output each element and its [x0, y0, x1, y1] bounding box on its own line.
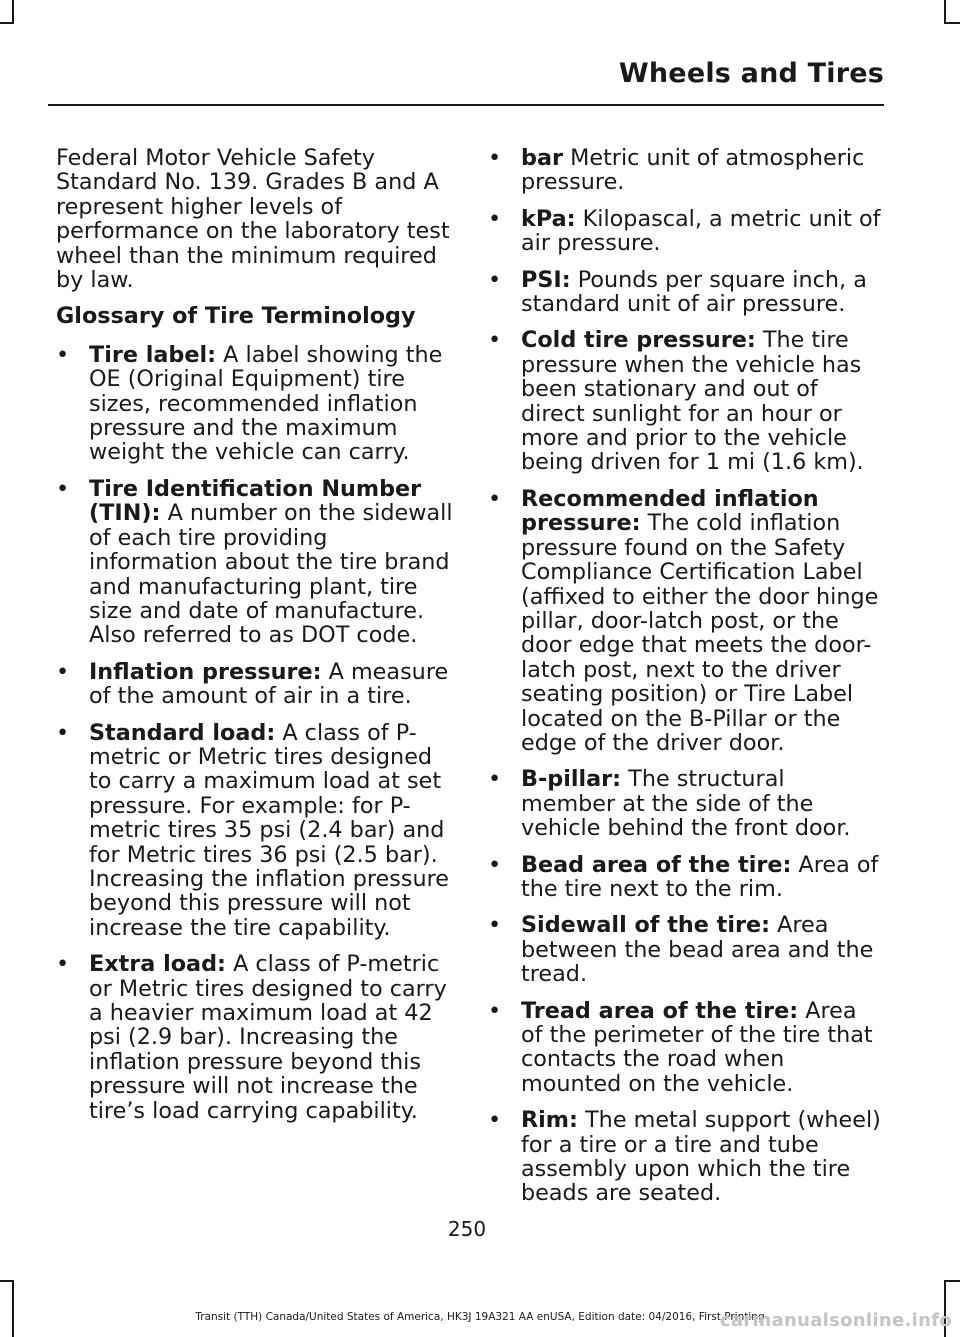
glossary-item — [56, 343, 454, 465]
glossary-term: Recommended inflation pressure: — [521, 485, 819, 537]
crop-mark-top-left — [12, 0, 14, 22]
glossary-term: Sidewall of the tire: — [521, 912, 771, 939]
bullet-marker: • — [488, 912, 502, 939]
glossary-item — [488, 146, 882, 195]
bullet-marker: • — [56, 951, 70, 978]
crop-mark-bottom-left-h — [0, 1280, 14, 1282]
left-column — [56, 146, 454, 1135]
glossary-term: Tire Identification Number (TIN): — [89, 475, 422, 527]
glossary-item — [56, 477, 454, 648]
glossary-item — [488, 853, 882, 902]
glossary-term: Cold tire pressure: — [521, 327, 756, 354]
glossary-definition: The tire pressure when the vehicle has been stationary and out of direct sunlight for an hour or more and prior to the vehicle being driven for 1 mi (1.6 km). — [521, 327, 864, 476]
glossary-definition: A number on the sidewall of each tire providing information about the tire brand and manufacturing plant, tire size and date of manufacture. Also referred to as DOT code. — [89, 500, 453, 649]
bullet-marker: • — [488, 485, 502, 512]
glossary-item — [488, 328, 882, 474]
crop-mark-bottom-left — [12, 1280, 14, 1337]
glossary-list-left — [56, 343, 454, 1123]
glossary-definition: Area of the perimeter of the tire that contacts the road when mounted on the vehicle. — [521, 997, 873, 1097]
glossary-item — [488, 913, 882, 986]
glossary-item — [56, 721, 454, 941]
glossary-definition: Pounds per square inch, a standard unit of air pressure. — [521, 266, 867, 318]
glossary-item — [488, 999, 882, 1097]
bullet-marker: • — [56, 658, 70, 685]
header-divider — [48, 104, 884, 106]
glossary-term: Tread area of the tire: — [521, 997, 799, 1024]
glossary-definition: A label showing the OE (Original Equipment) tire sizes, recommended inflation pressure and the maximum weight the vehicle can carry. — [89, 341, 443, 466]
crop-mark-top-left-h — [0, 22, 14, 24]
glossary-term: Tire label: — [89, 341, 217, 368]
glossary-item — [488, 487, 882, 755]
glossary-definition: The cold inflation pressure found on the Safety Compliance Certification Label (affixed to either the door hinge pillar, door-latch post, or the door edge that meets the door-latch post, next to the driver seating position) or Tire Label located on the B-Pillar or the edge of the driver door. — [521, 510, 879, 756]
crop-mark-bottom-right-h — [944, 1280, 960, 1282]
glossary-term: B-pillar: — [521, 766, 622, 793]
glossary-item — [488, 268, 882, 317]
bullet-marker: • — [488, 851, 502, 878]
glossary-item — [56, 660, 454, 709]
glossary-definition: The structural member at the side of the vehicle behind the front door. — [521, 766, 851, 842]
bullet-marker: • — [488, 1107, 502, 1134]
bullet-marker: • — [56, 341, 70, 368]
glossary-item — [56, 952, 454, 1123]
footer-edition-info: Transit (TTH) Canada/United States of America, HK3J 19A321 AA enUSA, Edition date: 04/2016, First Printing — [195, 1311, 765, 1323]
right-column — [488, 146, 882, 1218]
section-title: Wheels and Tires — [618, 58, 884, 89]
glossary-term: Inflation pressure: — [89, 658, 322, 685]
glossary-term: Rim: — [521, 1107, 578, 1134]
bullet-marker: • — [488, 145, 502, 171]
glossary-term: Bead area of the tire: — [521, 851, 792, 878]
glossary-item — [488, 207, 882, 256]
glossary-definition: A measure of the amount of air in a tire. — [89, 658, 449, 710]
glossary-definition: Metric unit of atmospheric pressure. — [521, 145, 865, 196]
watermark-logo: carmanualsonline.info — [719, 1310, 952, 1331]
glossary-definition: Area between the bead area and the tread. — [521, 912, 874, 988]
page-number: 250 — [447, 1217, 487, 1241]
bullet-marker: • — [56, 719, 70, 746]
intro-paragraph: Federal Motor Vehicle Safety Standard No. 139. Grades B and A represent higher levels of performance on the laboratory test wheel than the minimum required by law. — [56, 145, 450, 294]
glossary-term: PSI: — [521, 266, 571, 293]
glossary-heading: Glossary of Tire Terminology — [56, 303, 416, 330]
bullet-marker: • — [488, 997, 502, 1024]
crop-mark-top-right — [944, 0, 946, 22]
glossary-list-right — [488, 146, 882, 1206]
glossary-definition: A class of P-metric or Metric tires designed to carry a maximum load at set pressure. For example: for P-metric tires 35 psi (2.4 bar) and for Metric tires 36 psi (2.5 bar). Increasing the inflation pressure beyond this pressure will not increase the tire capability. — [89, 719, 450, 941]
glossary-item — [488, 1108, 882, 1206]
bullet-marker: • — [488, 766, 502, 793]
glossary-definition: Kilopascal, a metric unit of air pressure. — [521, 205, 881, 257]
glossary-term: bar — [521, 145, 564, 171]
glossary-term: Standard load: — [89, 719, 276, 746]
glossary-definition: Area of the tire next to the rim. — [521, 851, 879, 902]
glossary-term: Extra load: — [89, 951, 226, 978]
glossary-term: kPa: — [521, 205, 576, 232]
bullet-marker: • — [488, 266, 502, 293]
glossary-definition: A class of P-metric or Metric tires designed to carry a heavier maximum load at 42 psi (2.9 bar). Increasing the inflation pressure beyond this pressure will not increase the tire’s load carrying capability. — [89, 951, 447, 1124]
bullet-marker: • — [56, 475, 70, 502]
bullet-marker: • — [488, 327, 502, 354]
crop-mark-top-right-h — [944, 22, 960, 24]
glossary-definition: The metal support (wheel) for a tire or a tire and tube assembly upon which the tire beads are seated. — [521, 1107, 881, 1207]
glossary-item — [488, 767, 882, 840]
bullet-marker: • — [488, 205, 502, 232]
